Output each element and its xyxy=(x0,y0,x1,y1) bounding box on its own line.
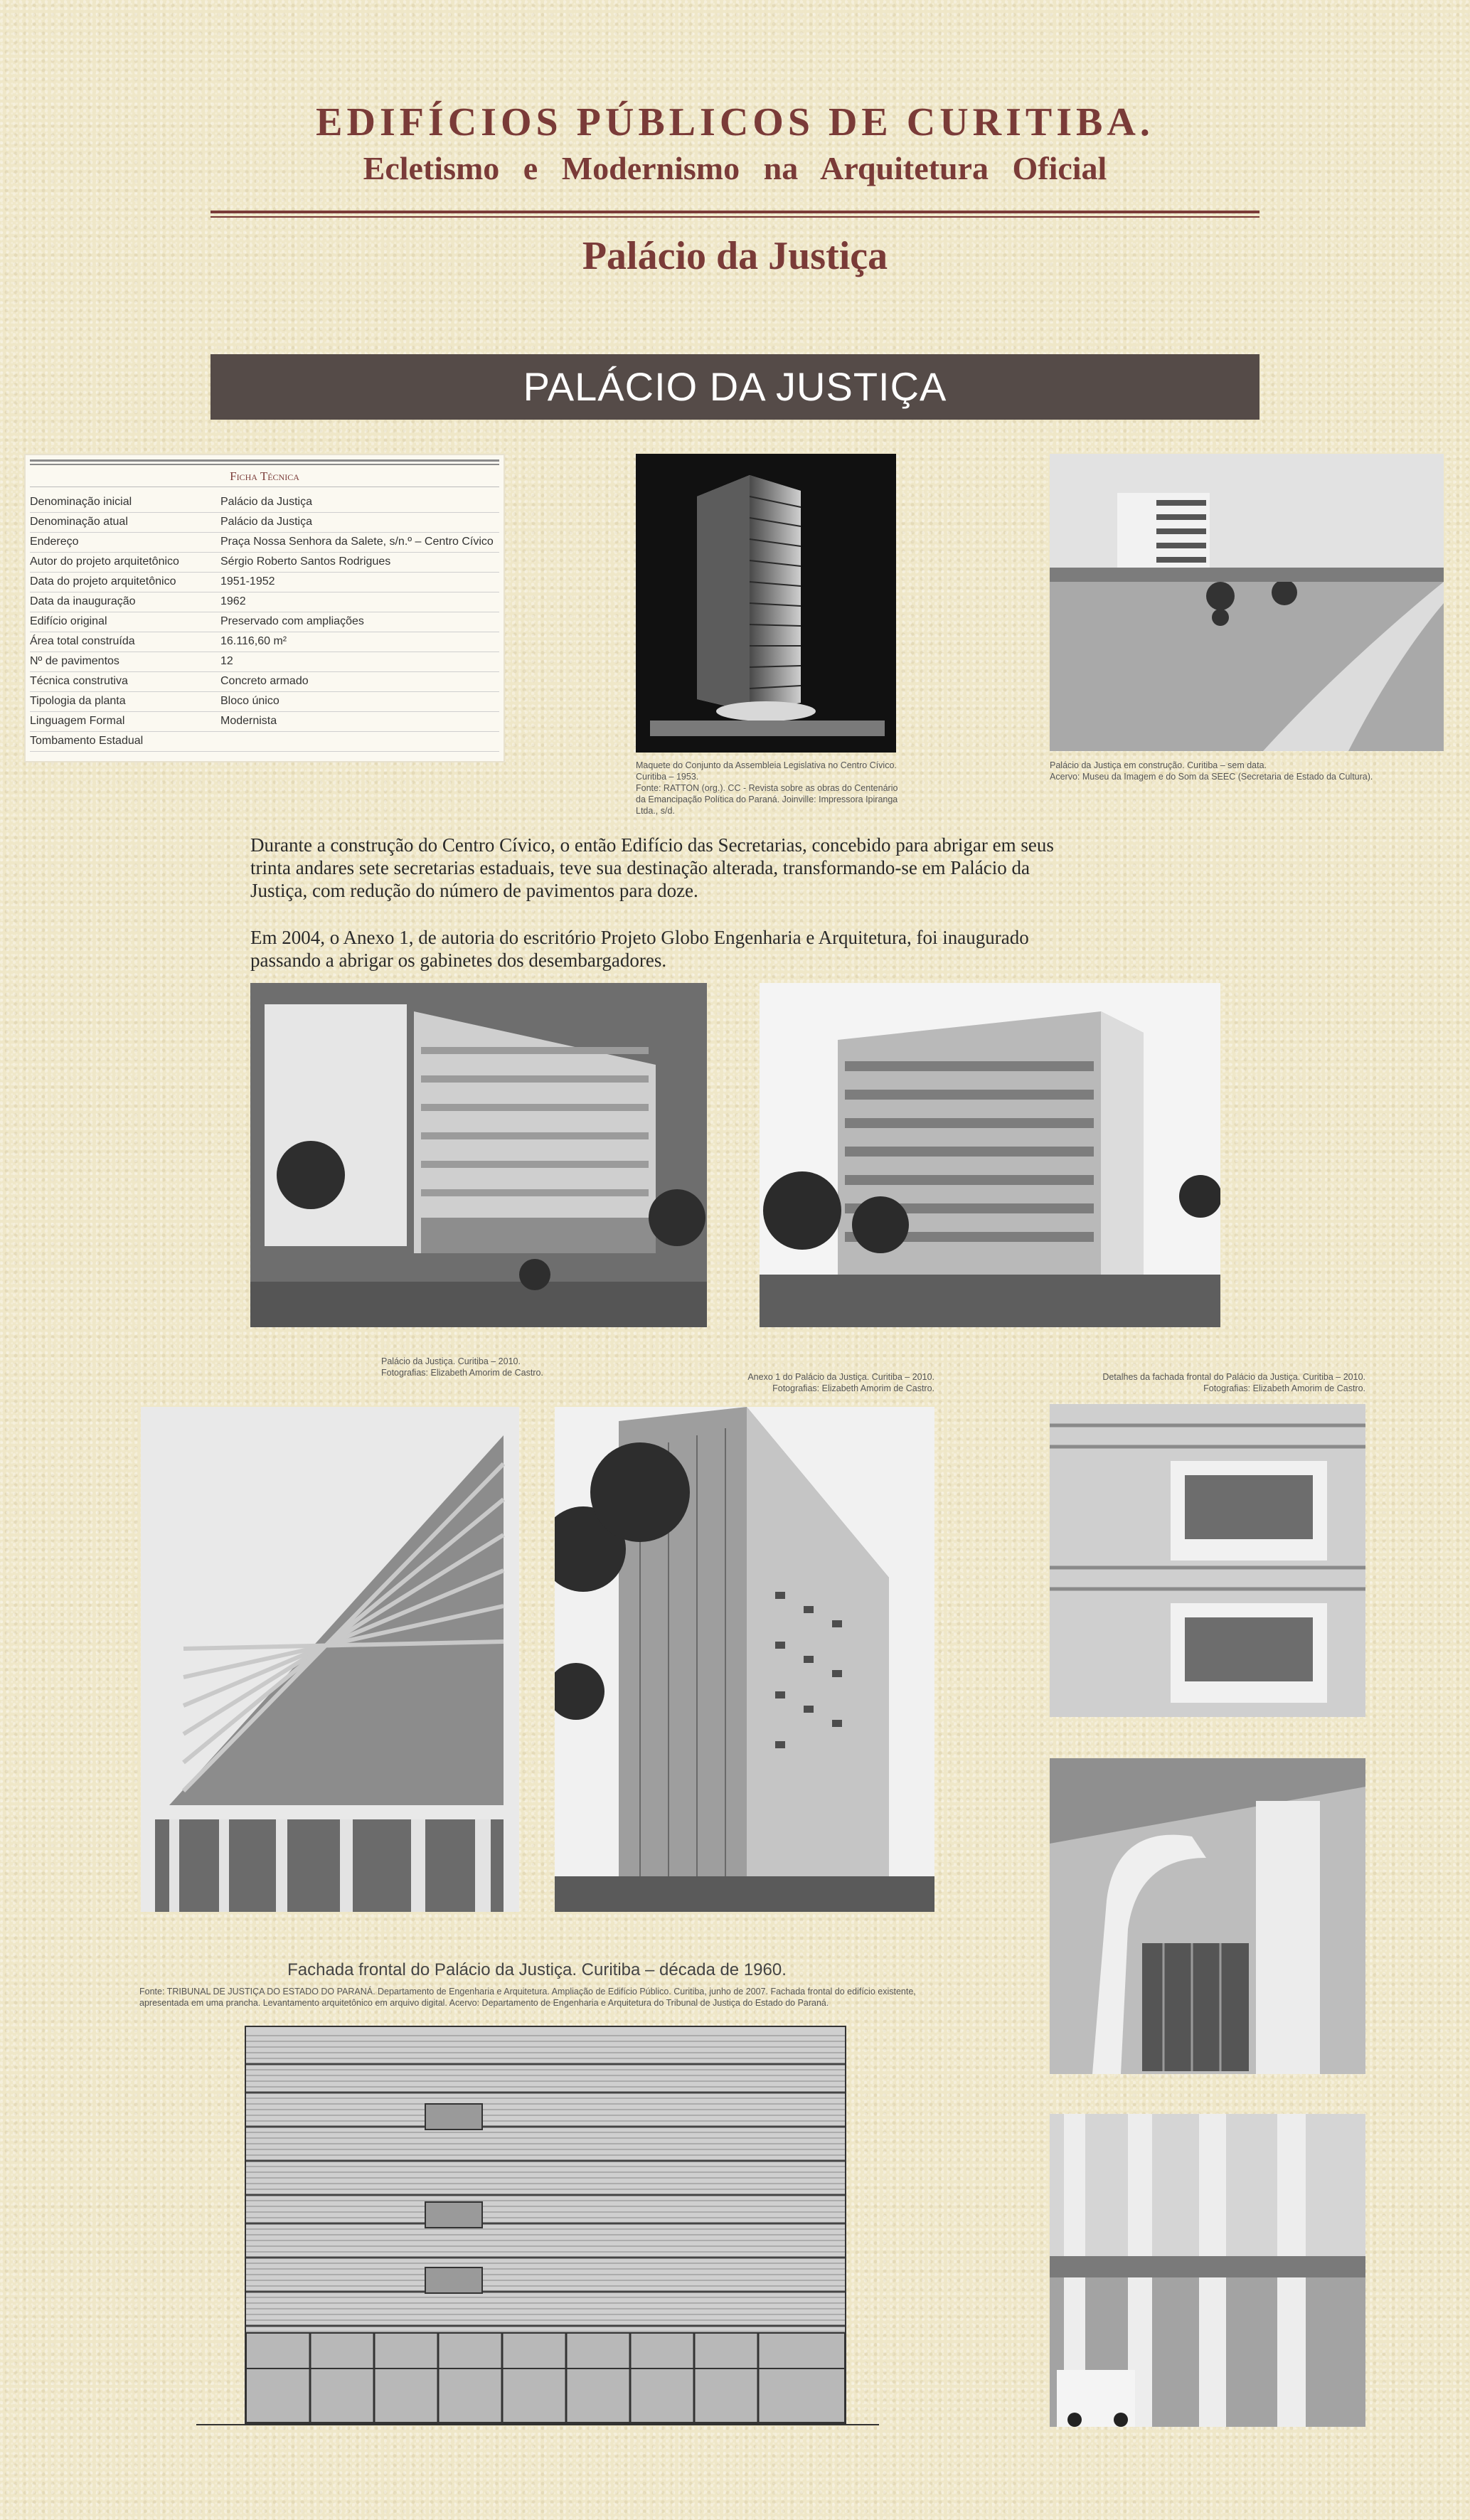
caption-line: da Emancipação Política do Paraná. Joinville: Impressora Ipiranga xyxy=(636,794,898,804)
table-row xyxy=(30,552,499,573)
detail-photo-1 xyxy=(1050,1404,1365,1717)
row-label: Data da inauguração xyxy=(30,595,136,607)
caption-line: Curitiba – 1953. xyxy=(636,772,699,782)
caption-line: apresentada em uma prancha. Levantamento arquitetônico em arquivo digital. Acervo: Departamento de Engenharia e Arquitetura do Tribunal de Justiça do Estado do Paraná. xyxy=(139,1998,829,2008)
caption-line: Maquete do Conjunto da Assembleia Legislativa no Centro Cívico. xyxy=(636,760,897,770)
row-value: 1951-1952 xyxy=(220,575,275,588)
exhibit-title: EDIFÍCIOS PÚBLICOS DE CURITIBA. xyxy=(316,100,1154,144)
row-label: Técnica construtiva xyxy=(30,675,128,687)
row-label: Linguagem Formal xyxy=(30,715,125,727)
table-row xyxy=(30,691,499,712)
anexo-caption xyxy=(711,1371,934,1394)
row-value: Concreto armado xyxy=(220,675,309,687)
elevation-image xyxy=(246,2027,845,2423)
table-row xyxy=(30,731,499,752)
header-rule-thin xyxy=(211,216,1259,218)
ground-line xyxy=(196,2424,879,2425)
fachada-source xyxy=(139,1986,1028,2009)
ground-floor-detail-image xyxy=(1050,2114,1365,2427)
row-label: Área total construída xyxy=(30,635,135,647)
row-value: Modernista xyxy=(220,715,277,727)
table-row xyxy=(30,572,499,592)
anexo-tower-image xyxy=(555,1407,934,1912)
detail-photo-2 xyxy=(1050,1758,1365,2074)
row-value: Palácio da Justiça xyxy=(220,496,312,508)
paragraph-history: Durante a construção do Centro Cívico, o então Edifício das Secretarias, concebido para abrigar em seus trinta andares sete secretarias estaduais, teve sua destinação alterada, transformando-se em Palácio da Justiça, com redução do número de pavimentos para doze. xyxy=(250,834,1054,901)
building-title: Palácio da Justiça xyxy=(582,234,888,278)
balcony-detail-image xyxy=(1050,1404,1365,1717)
caption-line: Fonte: RATTON (org.). CC - Revista sobre as obras do Centenário xyxy=(636,783,898,793)
construction-caption xyxy=(1050,760,1448,782)
maquete-caption xyxy=(636,760,906,817)
caption-line: Fotografias: Elizabeth Amorim de Castro. xyxy=(381,1368,543,1378)
table-row xyxy=(30,532,499,553)
table-row xyxy=(30,632,499,652)
construction-photo xyxy=(1050,454,1444,751)
palacio-2010-photo xyxy=(250,983,707,1327)
row-value: Praça Nossa Senhora da Salete, s/n.º – Centro Cívico xyxy=(220,536,494,548)
table-row xyxy=(30,612,499,632)
table-row xyxy=(30,512,499,533)
paragraph-anexo: Em 2004, o Anexo 1, de autoria do escritório Projeto Globo Engenharia e Arquitetura, foi inaugurado passando a abrigar os gabinetes dos desembargadores. xyxy=(250,927,1029,971)
row-value: 16.116,60 m² xyxy=(220,635,287,647)
row-value: Palácio da Justiça xyxy=(220,516,312,528)
table-row xyxy=(30,711,499,732)
row-label: Denominação atual xyxy=(30,516,128,528)
tower-model-image xyxy=(636,454,896,753)
caption-line: Palácio da Justiça em construção. Curitiba – sem data. xyxy=(1050,760,1267,770)
caption-line: Anexo 1 do Palácio da Justiça. Curitiba – 2010. xyxy=(747,1372,934,1382)
ficha-title: Ficha Técnica xyxy=(230,469,299,483)
maquete-photo xyxy=(636,454,896,753)
palacio-2010-caption xyxy=(381,1356,609,1378)
table-row xyxy=(30,671,499,692)
caption-line: Fonte: TRIBUNAL DE JUSTIÇA DO ESTADO DO PARANÁ. Departamento de Engenharia e Arquitetura. Ampliação de Edifício Público. Curitiba, junho de 2007. Fachada frontal do edifício existente, xyxy=(139,1987,916,1997)
detalhes-caption xyxy=(1024,1371,1365,1394)
pilotis-detail-image xyxy=(1050,1758,1365,2074)
row-value: Bloco único xyxy=(220,695,279,707)
palacio-building-image xyxy=(250,983,707,1327)
row-value: Sérgio Roberto Santos Rodrigues xyxy=(220,555,391,568)
row-label: Edifício original xyxy=(30,615,107,627)
caption-line: Acervo: Museu da Imagem e do Som da SEEC (Secretaria de Estado da Cultura). xyxy=(1050,772,1373,782)
header-rule xyxy=(211,211,1259,213)
row-value: 1962 xyxy=(220,595,246,607)
anexo-photo xyxy=(760,983,1220,1327)
row-label: Tombamento Estadual xyxy=(30,735,144,747)
caption-line: Palácio da Justiça. Curitiba – 2010. xyxy=(381,1356,521,1366)
row-label: Autor do projeto arquitetônico xyxy=(30,555,179,568)
table-row xyxy=(30,592,499,612)
construction-image xyxy=(1050,454,1444,751)
table-row xyxy=(30,652,499,672)
table-rule xyxy=(30,459,499,462)
row-label: Nº de pavimentos xyxy=(30,655,119,667)
table-rule xyxy=(30,464,499,465)
exhibit-subtitle: Ecletismo e Modernismo na Arquitetura Oficial xyxy=(363,150,1107,186)
facade-perspective-photo xyxy=(141,1407,519,1912)
anexo-tall-photo xyxy=(555,1407,934,1912)
row-label: Tipologia da planta xyxy=(30,695,126,707)
row-label: Denominação inicial xyxy=(30,496,132,508)
detail-photo-3 xyxy=(1050,2114,1365,2427)
row-value: 12 xyxy=(220,655,233,667)
table-row xyxy=(30,492,499,513)
row-label: Data do projeto arquitetônico xyxy=(30,575,176,588)
fachada-title: Fachada frontal do Palácio da Justiça. Curitiba – década de 1960. xyxy=(287,1960,787,1979)
anexo-building-image xyxy=(760,983,1220,1327)
ficha-tecnica-table xyxy=(26,455,504,761)
caption-line: Fotografias: Elizabeth Amorim de Castro. xyxy=(1203,1383,1365,1393)
caption-line: Ltda., s/d. xyxy=(636,806,675,816)
caption-line: Fotografias: Elizabeth Amorim de Castro. xyxy=(772,1383,934,1393)
facade-perspective-image xyxy=(141,1407,519,1912)
row-value: Preservado com ampliações xyxy=(220,615,364,627)
section-banner: PALÁCIO DA JUSTIÇA xyxy=(211,354,1259,420)
row-label: Endereço xyxy=(30,536,79,548)
facade-elevation-drawing xyxy=(245,2026,846,2424)
caption-line: Detalhes da fachada frontal do Palácio da Justiça. Curitiba – 2010. xyxy=(1102,1372,1365,1382)
